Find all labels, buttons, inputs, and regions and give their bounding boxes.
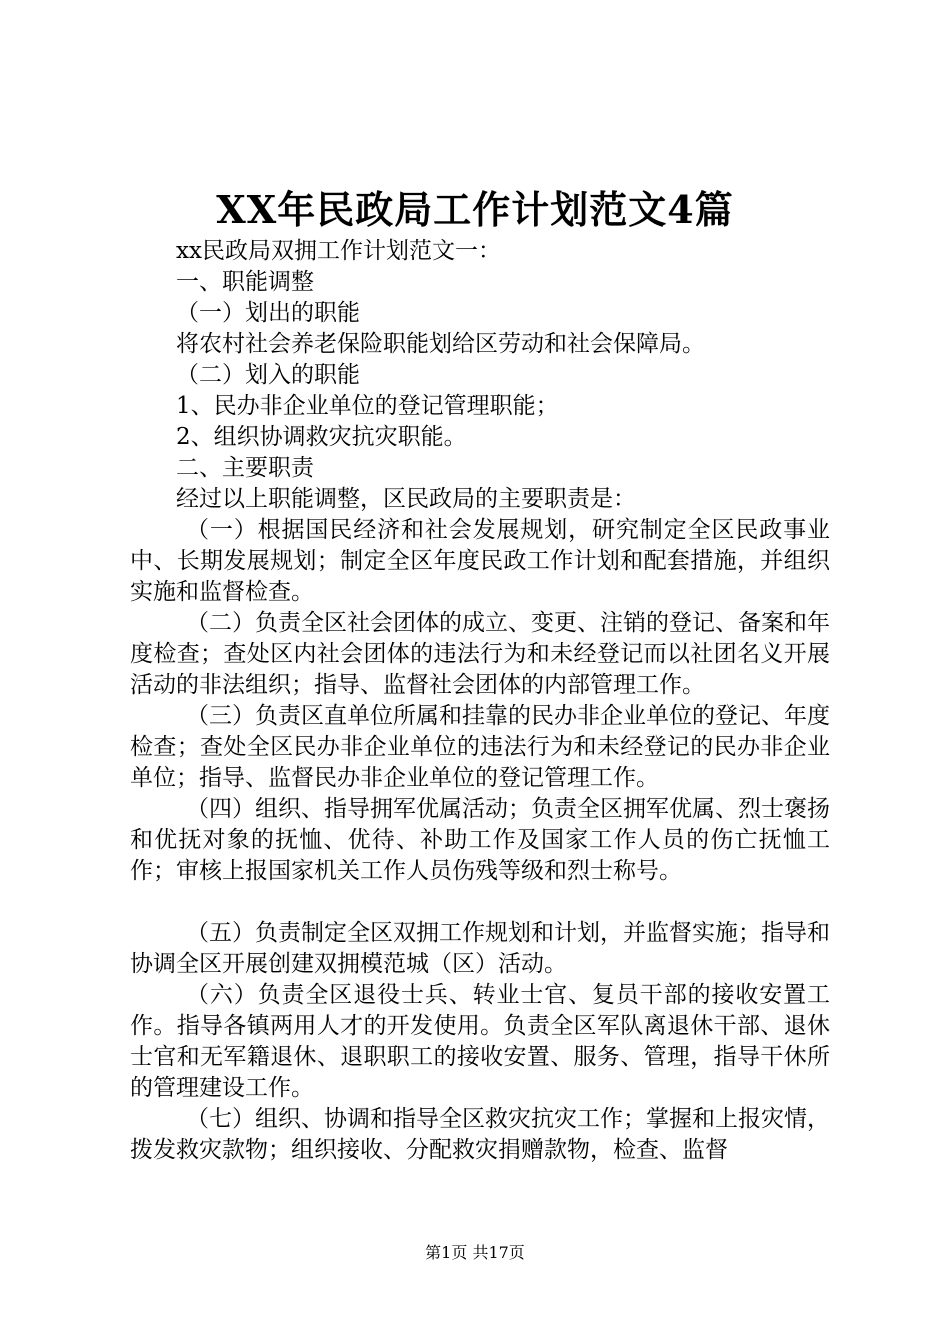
paragraph: （四）组织、指导拥军优属活动；负责全区拥军优属、烈士褒扬和优抚对象的抚恤、优待、补助工作及国家工作人员的伤亡抚恤工作；审核上报国家机关工作人员伤残等级和烈士称号。 (130, 796, 830, 884)
paragraph: （一）根据国民经济和社会发展规划，研究制定全区民政事业中、长期发展规划；制定全区年度民政工作计划和配套措施，并组织实施和监督检查。 (130, 517, 830, 605)
document-body (130, 236, 830, 1166)
subsection-heading: （一）划出的职能 (176, 300, 360, 326)
subsection-heading: （二）划入的职能 (176, 362, 360, 388)
page-footer: 第1页 共17页 (425, 1243, 525, 1262)
text-line: 经过以上职能调整，区民政局的主要职责是： (176, 486, 636, 512)
paragraph: （五）负责制定全区双拥工作规划和计划，并监督实施；指导和协调全区开展创建双拥模范城（区）活动。 (130, 920, 830, 977)
paragraph: （三）负责区直单位所属和挂靠的民办非企业单位的登记、年度检查；查处全区民办非企业单位的违法行为和未经登记的民办非企业单位；指导、监督民办非企业单位的登记管理工作。 (130, 703, 830, 791)
text-line: 将农村社会养老保险职能划给区劳动和社会保障局。 (176, 331, 705, 357)
intro-line: xx民政局双拥工作计划范文一： (176, 238, 501, 264)
section-heading: 一、职能调整 (176, 269, 314, 295)
paragraph: （七）组织、协调和指导全区救灾抗灾工作；掌握和上报灾情，拨发救灾款物；组织接收、分配救灾捐赠款物，检查、监督 (130, 1106, 830, 1163)
list-item: 1、民办非企业单位的登记管理职能； (176, 393, 559, 419)
paragraph: （二）负责全区社会团体的成立、变更、注销的登记、备案和年度检查；查处区内社会团体的违法行为和未经登记而以社团名义开展活动的非法组织；指导、监督社会团体的内部管理工作。 (130, 610, 830, 698)
section-heading: 二、主要职责 (176, 455, 314, 481)
document-title: XX年民政局工作计划范文4篇 (216, 187, 734, 232)
paragraph: （六）负责全区退役士兵、转业士官、复员干部的接收安置工作。指导各镇两用人才的开发使用。负责全区军队离退休干部、退休士官和无军籍退休、退职职工的接收安置、服务、管理，指导干休所的管理建设工作。 (130, 982, 830, 1101)
blank-line (130, 887, 830, 918)
list-item: 2、组织协调救灾抗灾职能。 (176, 424, 467, 450)
